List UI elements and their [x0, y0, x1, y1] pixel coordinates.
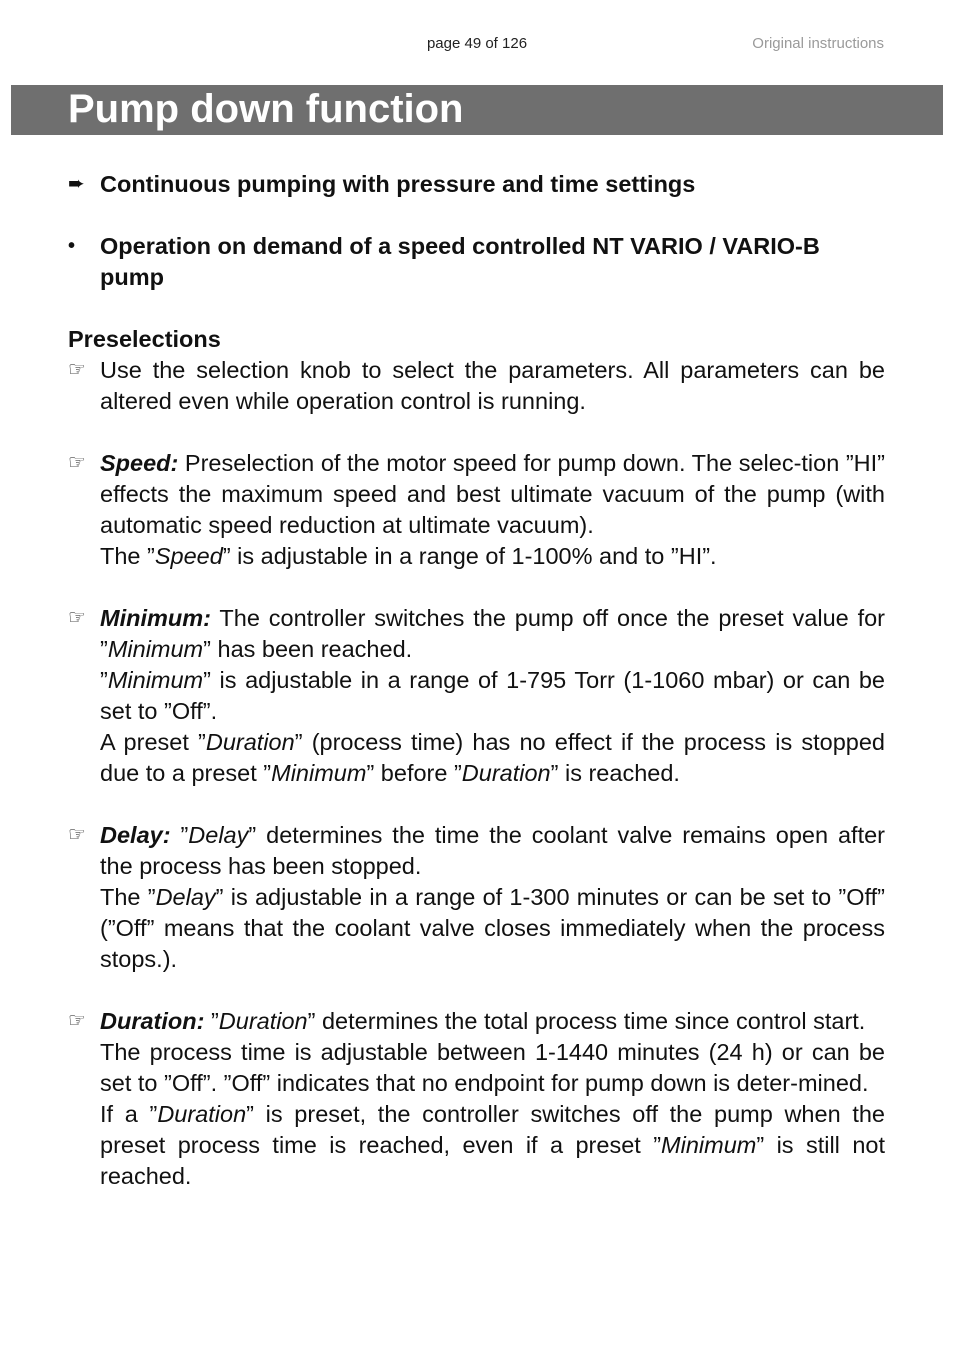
instruction-intro: [68, 355, 885, 417]
pointing-hand-icon: ☞: [68, 607, 86, 629]
duration-paragraph-1: Duration: ”Duration” determines the total process time since control start.: [100, 1008, 866, 1034]
title-bar: [11, 85, 943, 135]
speed-paragraph-1: [100, 448, 885, 541]
minimum-paragraph-3: A preset ”Duration” (process time) has no effect if the process is stopped due to a preset ”Minimum” before ”Duration” is reached.: [100, 729, 886, 786]
arrow-icon: ➨: [68, 173, 85, 195]
section-heading-preselections: Preselections: [68, 326, 221, 352]
delay-label: Delay:: [100, 822, 171, 848]
speed-paragraph-2: The ”Speed” is adjustable in a range of 1-100% and to ”HI”.: [100, 543, 717, 569]
speed-text: Preselection of the motor speed for pump down. The selec-tion ”HI” effects the maximum speed and best ultimate vacuum of the pump (with automatic speed reduction at ultimate vacuum).: [100, 450, 885, 538]
bullet-dot-icon: •: [68, 235, 76, 257]
bullet-text: Continuous pumping with pressure and time settings: [100, 171, 696, 197]
delay-paragraph-1: Delay: ”Delay” determines the time the coolant valve remains open after the process has been stopped.: [100, 822, 885, 879]
page-title: Pump down function: [68, 87, 464, 131]
page-number: page 49 of 126: [426, 35, 528, 52]
instruction-duration: [68, 1006, 885, 1192]
content: [68, 169, 885, 1192]
pointing-hand-icon: ☞: [68, 824, 86, 846]
pointing-hand-icon: ☞: [68, 1010, 86, 1032]
duration-label: Duration:: [100, 1008, 205, 1034]
instruction-delay: [68, 820, 885, 975]
document-label: Original instructions: [752, 35, 884, 52]
instruction-text: Use the selection knob to select the parameters. All parameters can be altered even while operation control is running.: [100, 357, 885, 414]
minimum-label: Minimum:: [100, 605, 211, 631]
duration-paragraph-2: The process time is adjustable between 1-1440 minutes (24 h) or can be set to ”Off”. ”Off” indicates that no endpoint for pump down is deter-mined.: [100, 1039, 885, 1096]
pointing-hand-icon: ☞: [68, 359, 86, 381]
pointing-hand-icon: ☞: [68, 452, 86, 474]
bullet-continuous-pumping: [68, 169, 885, 200]
bullet-operation-on-demand: [68, 231, 885, 293]
minimum-paragraph-2: ”Minimum” is adjustable in a range of 1-795 Torr (1-1060 mbar) or can be set to ”Off”.: [100, 667, 885, 724]
speed-label: Speed:: [100, 450, 179, 476]
bullet-text: Operation on demand of a speed controlled NT VARIO / VARIO-B pump: [100, 233, 820, 290]
duration-paragraph-3: If a ”Duration” is preset, the controller switches off the pump when the preset process time is reached, even if a preset ”Minimum” is still not reached.: [100, 1101, 885, 1189]
instruction-minimum: [68, 603, 885, 789]
instruction-speed: [68, 448, 885, 572]
delay-paragraph-2: The ”Delay” is adjustable in a range of 1-300 minutes or can be set to ”Off” (”Off” means that the coolant valve closes immediately when the process stops.).: [100, 884, 885, 972]
minimum-paragraph-1: Minimum: The controller switches the pump off once the preset value for ”Minimum” has been reached.: [100, 605, 885, 662]
